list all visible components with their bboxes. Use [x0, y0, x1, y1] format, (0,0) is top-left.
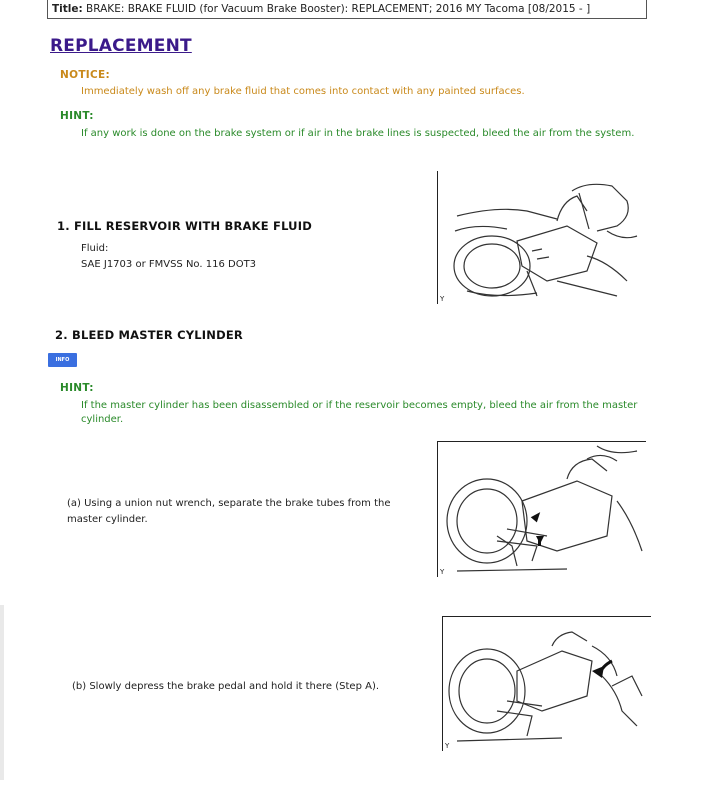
hint-text-1: If any work is done on the brake system or if air in the brake lines is suspected, bleed the air from the system. — [81, 128, 635, 139]
info-button[interactable]: INFO — [48, 353, 77, 367]
figure-depress-pedal — [442, 616, 651, 751]
step2-title: 2. BLEED MASTER CYLINDER — [55, 328, 243, 342]
figure3-mark: Y — [445, 742, 450, 750]
figure-separate-tubes — [437, 441, 646, 577]
title-label: Title: — [52, 3, 83, 15]
step1-title: 1. FILL RESERVOIR WITH BRAKE FLUID — [57, 219, 312, 233]
notice-label: NOTICE: — [60, 69, 110, 81]
scroll-edge — [0, 605, 4, 780]
hint-label-1: HINT: — [60, 110, 94, 122]
step2-sub-a: (a) Using a union nut wrench, separate the brake tubes from the master cylinder. — [67, 498, 391, 525]
fluid-label: Fluid: — [81, 243, 109, 254]
title-text: BRAKE: BRAKE FLUID (for Vacuum Brake Booster): REPLACEMENT; 2016 MY Tacoma [08/2015 - ] — [86, 3, 591, 15]
notice-text: Immediately wash off any brake fluid that comes into contact with any painted surfaces. — [81, 86, 525, 97]
page-heading: REPLACEMENT — [50, 36, 192, 56]
figure-fill-reservoir — [437, 171, 644, 304]
fluid-value: SAE J1703 or FMVSS No. 116 DOT3 — [81, 259, 257, 270]
figure2-mark: Y — [440, 568, 445, 576]
step2-sub-b: (b) Slowly depress the brake pedal and hold it there (Step A). — [72, 681, 380, 692]
hint-text-2: If the master cylinder has been disassembled or if the reservoir becomes empty, bleed the air from the master cylinder. — [81, 400, 638, 425]
hint-label-2: HINT: — [60, 382, 94, 394]
title-bar — [47, 0, 647, 19]
figure1-mark: Y — [440, 295, 445, 303]
